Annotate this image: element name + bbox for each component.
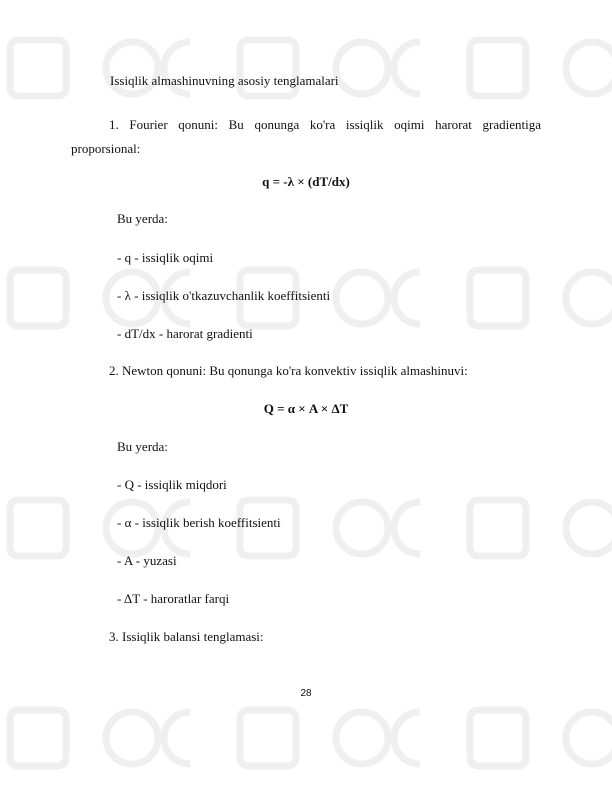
where-label-1: Bu yerda: xyxy=(117,211,168,226)
formula-fourier: q = -λ × (dT/dx) xyxy=(262,174,350,189)
definition-q: - q - issiqlik oqimi xyxy=(117,250,214,265)
definition-A: - A - yuzasi xyxy=(117,553,177,568)
formula-newton: Q = α × A × ΔT xyxy=(263,401,349,416)
item-2-paragraph: 2. Newton qonuni: Bu qonunga ko'ra konvektiv issiqlik almashinuvi: xyxy=(109,363,468,378)
definition-gradient: - dT/dx - harorat gradienti xyxy=(117,326,253,341)
definition-lambda: - λ - issiqlik o'tkazuvchanlik koeffitsienti xyxy=(117,288,331,303)
where-label-2: Bu yerda: xyxy=(117,439,168,454)
page-number: 28 xyxy=(300,688,312,699)
definition-deltaT: - ΔT - haroratlar farqi xyxy=(117,591,230,606)
item-3-paragraph: 3. Issiqlik balansi tenglamasi: xyxy=(109,629,264,644)
definition-alpha: - α - issiqlik berish koeffitsienti xyxy=(117,515,281,530)
definition-Q: - Q - issiqlik miqdori xyxy=(117,477,227,492)
item-1-paragraph: 1. Fourier qonuni: Bu qonunga ko'ra issiqlik oqimi harorat gradientiga proporsional: xyxy=(71,117,541,156)
section-heading: Issiqlik almashinuvning asosiy tenglamalari xyxy=(110,73,339,88)
